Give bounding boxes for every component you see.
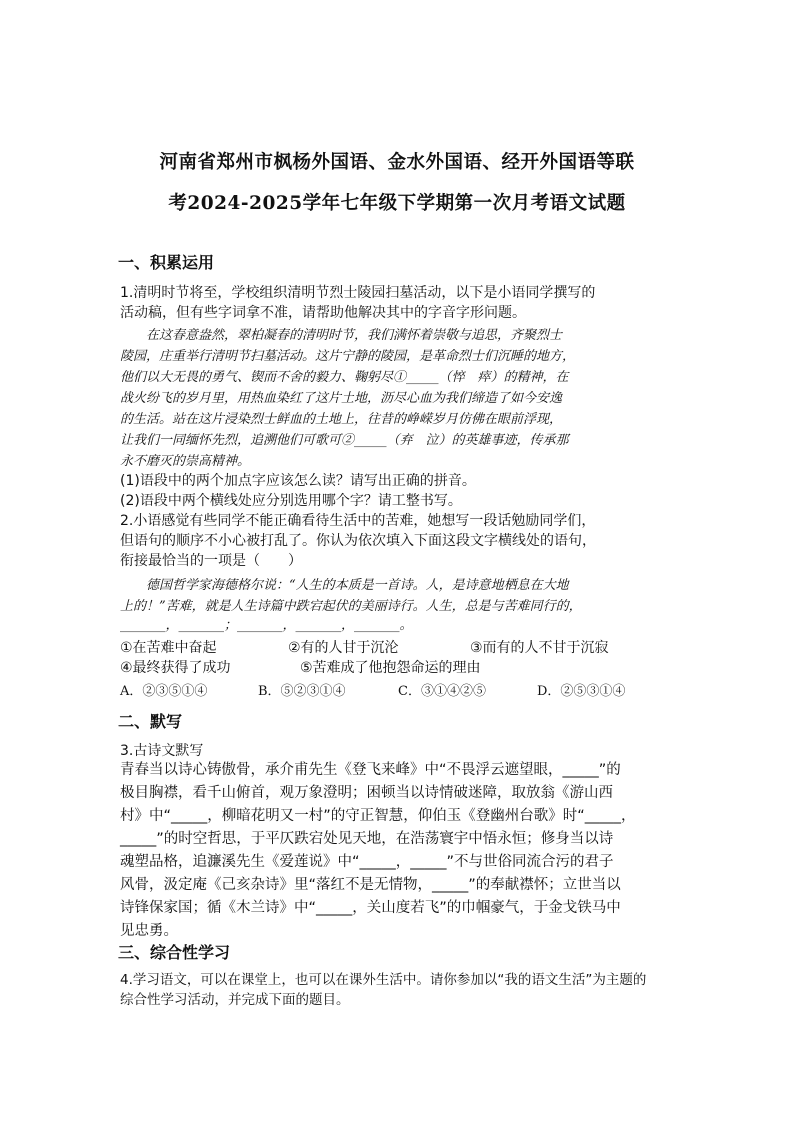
q1-passage-line-4: 战火纷飞的岁月里，用热血染红了这片土地，沥尽心血为我们缔造了如今安逸 bbox=[120, 391, 563, 406]
q2-stem-line-3: 衔接最恰当的一项是（ ） bbox=[120, 553, 302, 569]
q1-passage-line-7: 永不磨灭的崇高精神。 bbox=[120, 454, 251, 469]
exam-title-line-2: 考2024-2025学年七年级下学期第一次月考语文试题 bbox=[168, 193, 626, 214]
q2-stem-line-2: 但语句的顺序不小心被打乱了。你认为依次填入下面这段文字横线处的语句， bbox=[120, 533, 596, 549]
q1-subquestion-1: (1)语段中的两个加点字应该怎么读？请写出正确的拼音。 bbox=[120, 473, 476, 489]
q1-stem-line-1: 1.清明时节将至，学校组织清明节烈士陵园扫墓活动，以下是小语同学撰写的 bbox=[120, 285, 596, 301]
q2-passage-line-1: 德国哲学家海德格尔说：“人生的本质是一首诗。人，是诗意地栖息在大地 bbox=[120, 578, 569, 593]
q2-choice-c: C．③①④②⑤ bbox=[398, 684, 486, 699]
q4-line-1: 4.学习语文，可以在课堂上，也可以在课外生活中。请你参加以“我的语文生活”为主题的 bbox=[120, 972, 647, 988]
q4-line-2: 综合性学习活动，并完成下面的题目。 bbox=[120, 992, 350, 1008]
q2-item-1: ①在苦难中奋起 bbox=[120, 640, 217, 656]
q1-passage-line-5: 的生活。站在这片浸染烈士鲜血的土地上，往昔的峥嵘岁月仿佛在眼前浮现， bbox=[120, 412, 563, 427]
q1-subquestion-2: (2)语段中两个横线处应分别选用哪个字？请工整书写。 bbox=[120, 493, 462, 509]
exam-title-line-1: 河南省郑州市枫杨外国语、金水外国语、经开外国语等联 bbox=[159, 152, 635, 173]
q2-choice-d: D．②⑤③①④ bbox=[537, 684, 626, 699]
q2-choice-a: A．②③⑤①④ bbox=[120, 684, 208, 699]
q2-choice-b: B．⑤②③①④ bbox=[258, 684, 346, 699]
q2-item-2: ②有的人甘于沉沦 bbox=[288, 640, 399, 656]
q3-line-4: _____”的时空哲思，于平仄跌宕处见天地，在浩荡寰宇中悟永恒；修身当以诗 bbox=[120, 831, 614, 847]
q1-passage-line-1: 在这春意盎然，翠柏凝春的清明时节，我们满怀着崇敬与追思，齐聚烈士 bbox=[120, 328, 563, 343]
section-heading-dictation: 二、默写 bbox=[118, 712, 183, 731]
q3-line-5: 魂塑品格，追濂溪先生《爱莲说》中“_____，_____”不与世俗同流合污的君子 bbox=[120, 854, 614, 870]
q1-passage-line-2: 陵园，庄重举行清明节扫墓活动。这片宁静的陵园，是革命烈士们沉睡的地方， bbox=[120, 349, 576, 364]
q2-item-3: ③而有的人不甘于沉寂 bbox=[470, 640, 609, 656]
q2-passage-line-3: _______，_______；_______，_______，_______。 bbox=[120, 618, 413, 633]
q3-line-7: 诗锋保家国；循《木兰诗》中“_____，关山度若飞”的巾帼豪气，于金戈铁马中 bbox=[120, 900, 621, 916]
q3-label: 3.古诗文默写 bbox=[120, 743, 204, 759]
q2-item-5: ⑤苦难成了他抱怨命运的理由 bbox=[300, 660, 481, 676]
q3-line-8: 见忠勇。 bbox=[120, 923, 178, 939]
q3-line-6: 风骨，汲定庵《己亥杂诗》里“落红不是无情物，_____”的奉献襟怀；立世当以 bbox=[120, 877, 621, 893]
q3-line-1: 青春当以诗心铸傲骨，承介甫先生《登飞来峰》中“不畏浮云遮望眼，_____”的 bbox=[120, 762, 621, 778]
q1-passage-line-6: 让我们一同缅怀先烈，追溯他们可歌可②_____（弃 泣）的英雄事迹，传承那 bbox=[120, 433, 569, 448]
q3-line-3: 村》中“_____，柳暗花明又一村”的守正智慧，仰伯玉《登幽州台歌》时“_____， bbox=[120, 808, 636, 824]
section-heading-accumulation: 一、积累运用 bbox=[118, 253, 215, 272]
q3-line-2: 极目胸襟，看千山俯首，观万象澄明；困顿当以诗情破迷障，取放翁《游山西 bbox=[120, 785, 613, 801]
q1-passage-line-3: 他们以大无畏的勇气、锲而不舍的毅力、鞠躬尽①_____（悴 瘁）的精神，在 bbox=[120, 370, 569, 385]
q2-passage-line-2: 上的！”苦难，就是人生诗篇中跌宕起伏的美丽诗行。人生，总是与苦难同行的， bbox=[120, 599, 582, 614]
section-heading-comprehensive: 三、综合性学习 bbox=[118, 943, 231, 962]
q2-stem-line-1: 2.小语感觉有些同学不能正确看待生活中的苦难，她想写一段话勉励同学们， bbox=[120, 513, 596, 529]
q1-stem-line-2: 活动稿，但有些字词拿不准，请帮助他解决其中的字音字形问题。 bbox=[120, 305, 526, 321]
q2-item-4: ④最终获得了成功 bbox=[120, 660, 231, 676]
